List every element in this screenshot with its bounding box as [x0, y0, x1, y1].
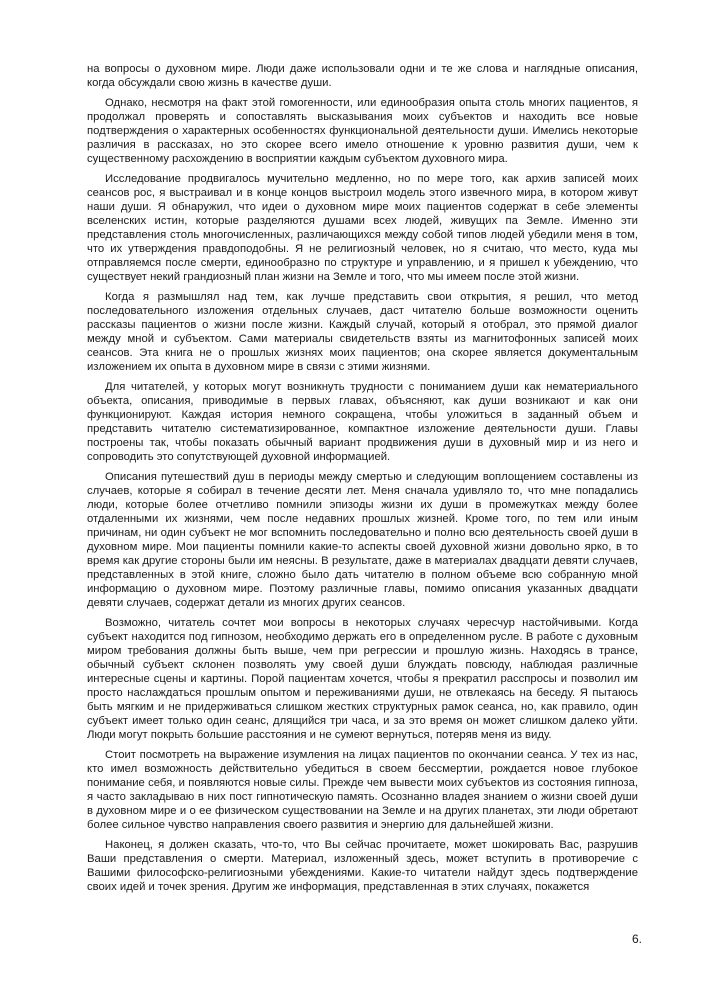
paragraph-1: на вопросы о духовном мире. Люди даже использовали одни и те же слова и наглядные описания, когда обсуждали свою жизнь в качестве души. — [87, 63, 638, 89]
paragraph-8: Стоит посмотреть на выражение изумления на лицах пациентов по окончании сеанса. У тех из нас, кто имел возможность действительно убедиться в своем бессмертии, рождается новое глубокое понимание себя, и появляются новые силы. Прежде чем вывести моих субъектов из состояния гипноза, я часто закладываю в них пост гипнотическую память. Осознанно владея знанием о жизни своей души в духовном мире и о ее физическом существовании на Земле и на других планетах, эти люди обретают более сильное чувство направления своего развития и энергию для дальнейшей жизни. — [87, 749, 638, 831]
body-text — [87, 62, 638, 900]
paragraph-5: Для читателей, у которых могут возникнуть трудности с пониманием души как нематериального объекта, описания, приводимые в первых главах, объясняют, как души возникают и как они функционируют. Каждая история немного сокращена, чтобы уложиться в заданный объем и представить читателю систематизированное, компактное изложение деятельности души. Главы построены так, чтобы показать обычный вариант продвижения души в духовный мир и из него и сопроводить это сопутствующей духовной информацией. — [87, 381, 638, 463]
paragraph-7: Возможно, читатель сочтет мои вопросы в некоторых случаях чересчур настойчивыми. Когда субъект находится под гипнозом, необходимо держать его в определенном русле. В работе с духовным миром требования должны быть выше, чем при регрессии и прошлую жизнь. Находясь в трансе, обычный субъект склонен позволять уму своей души блуждать повсюду, наблюдая различные интересные сцены и картины. Порой пациентам хочется, чтобы я прекратил расспросы и позволил им просто наслаждаться прошлым опытом и переживаниями души, не отвлекаясь на беседу. Я пытаюсь быть мягким и не придерживаться слишком жестких структурных рамок сеанса, но, как правило, один субъект имеет только один сеанс, длящийся три часа, и за это время он может слишком далеко уйти. Люди могут покрыть большие расстояния и не сумеют вернуться, потеряв меня из виду. — [87, 617, 638, 741]
paragraph-4: Когда я размышлял над тем, как лучше представить свои открытия, я решил, что метод последовательного изложения отдельных случаев, даст читателю больше возможности оценить рассказы пациентов о жизни после жизни. Каждый случай, который я отобрал, это прямой диалог между мной и субъектом. Сами материалы свидетельств взяты из магнитофонных записей моих сеансов. Эта книга не о прошлых жизнях моих пациентов; она скорее является документальным изложением их опыта в духовном мире в связи с этими жизнями. — [87, 291, 638, 373]
paragraph-9: Наконец, я должен сказать, что-то, что Вы сейчас прочитаете, может шокировать Вас, разрушив Ваши представления о смерти. Материал, изложенный здесь, может вступить в противоречие с Вашими философско-религиозными убеждениями. Какие-то читатели найдут здесь подтверждение своих идей и точек зрения. Другим же информация, представленная в этих случаях, покажется — [87, 839, 638, 893]
paragraph-3: Исследование продвигалось мучительно медленно, но по мере того, как архив записей моих сеансов рос, я выстраивал и в конце концов выстроил модель этого извечного мира, в котором живут наши души. Я обнаружил, что идеи о духовном мире моих пациентов содержат в себе элементы вселенских истин, которые разделяются душами всех людей, живущих па Земле. Именно эти представления столь многочисленных, различающихся между собой типов людей убедили меня в том, что их утверждения правдоподобны. Я не религиозный человек, но я считаю, что место, куда мы отправляемся после смерти, единообразно по структуре и управлению, и я пришел к убеждению, что существует некий грандиозный план жизни на Земле и того, что мы имеем после этой жизни. — [87, 173, 638, 283]
page-number: 6. — [631, 932, 642, 946]
paragraph-2: Однако, несмотря на факт этой гомогенности, или единообразия опыта столь многих пациентов, я продолжал проверять и сопоставлять высказывания моих субъектов и находить все новые подтверждения о характерных особенностях функциональной деятельности души. Имелись некоторые различия в рассказах, но это скорее всего имело отношение к уровню развития души, чем к существенному расхождению в восприятии каждым субъектом духовного мира. — [87, 97, 638, 165]
paragraph-6: Описания путешествий душ в периоды между смертью и следующим воплощением составлены из случаев, которые я собирал в течение десяти лет. Меня сначала удивляло то, что мне попадались люди, которые более отчетливо помнили эпизоды жизни их души в промежутках между более отдаленными их жизнями, чем после недавних прошлых жизней. Кроме того, по тем или иным причинам, ни один субъект не мог вспомнить последовательно и полно всю деятельность своей души в духовном мире. Мои пациенты помнили какие-то аспекты своей духовной жизни довольно ярко, в то время как другие стороны были им неясны. В результате, даже в материалах двадцати девяти случаев, представленных в этой книге, сложно было дать читателю в полном объеме всю собранную мной информацию о духовном мире. Поэтому различные главы, помимо описания указанных двадцати девяти случаев, содержат детали из многих других сеансов. — [87, 471, 638, 609]
